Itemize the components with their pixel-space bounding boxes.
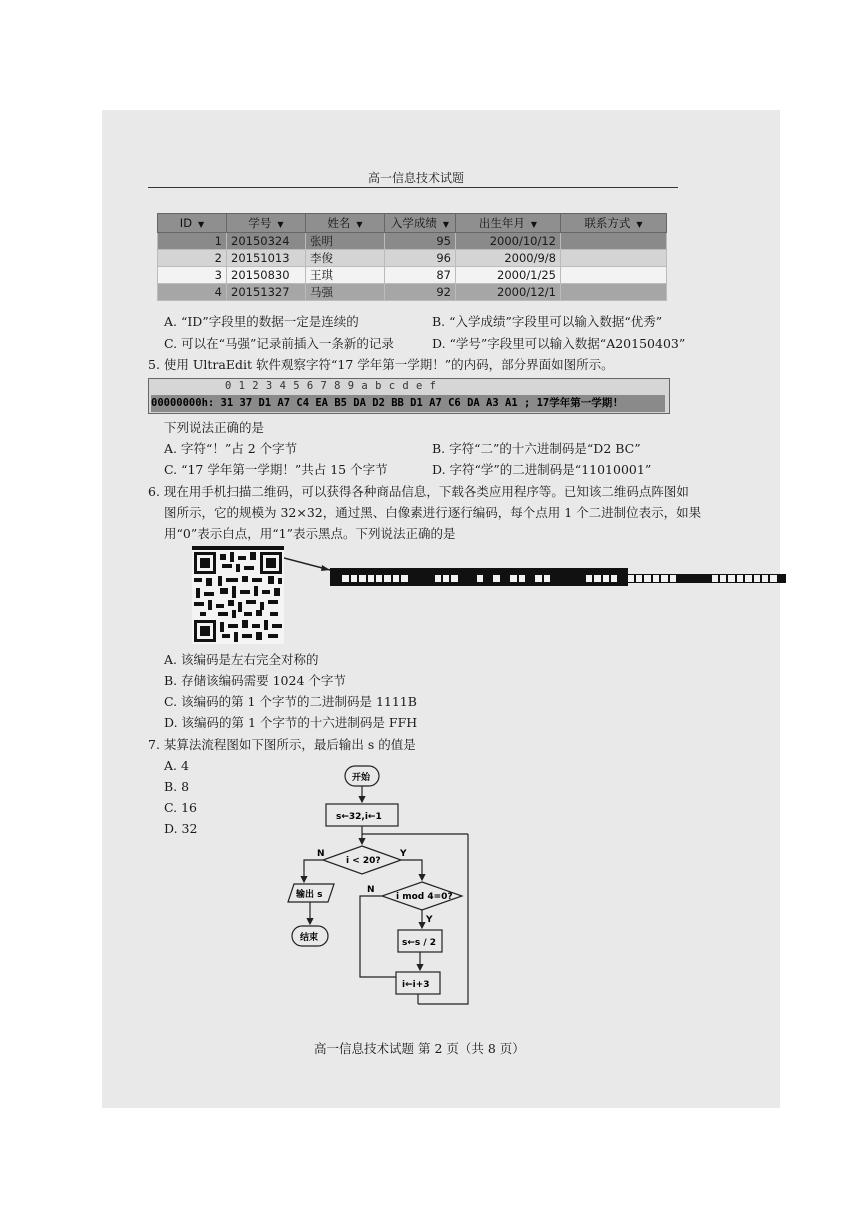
bit-cell bbox=[350, 574, 358, 583]
bit-cell bbox=[459, 574, 467, 583]
q6-stem-line1: 6. 现在用手机扫描二维码，可以获得各种商品信息，下载各类应用程序等。已知该二维码点阵图如 bbox=[148, 484, 689, 499]
bit-cell bbox=[610, 574, 618, 583]
bit-cell bbox=[585, 574, 593, 583]
bit-cell bbox=[602, 574, 610, 583]
cell-birth: 2000/10/12 bbox=[456, 233, 561, 250]
ultraedit-hex-view bbox=[148, 378, 670, 414]
table-row[interactable] bbox=[158, 267, 667, 284]
q5-option-d: D. 字符“学”的二进制码是“11010001” bbox=[432, 462, 652, 477]
col-header-contact[interactable]: 联系方式 ▼ bbox=[561, 214, 667, 233]
bit-cell bbox=[442, 574, 450, 583]
bit-cells bbox=[333, 574, 786, 583]
bit-cell bbox=[635, 574, 643, 583]
cell-score: 95 bbox=[385, 233, 456, 250]
bit-cell bbox=[434, 574, 442, 583]
cell-score: 87 bbox=[385, 267, 456, 284]
col-header-name[interactable]: 姓名 ▼ bbox=[306, 214, 385, 233]
bit-cell bbox=[358, 574, 366, 583]
bit-cell bbox=[501, 574, 509, 583]
flow-start-label: 开始 bbox=[352, 773, 371, 783]
arrow-icon bbox=[284, 556, 332, 576]
bit-cell bbox=[753, 574, 761, 583]
q6-option-b: B. 存储该编码需要 1024 个字节 bbox=[164, 673, 346, 688]
cell-contact bbox=[561, 267, 667, 284]
bit-cell bbox=[560, 574, 568, 583]
bit-cell bbox=[534, 574, 542, 583]
flow-assign-i-label: i←i+3 bbox=[402, 980, 430, 990]
q7-option-b: B. 8 bbox=[164, 779, 190, 794]
q4-option-d: D. “学号”字段里可以输入数据“A20150403” bbox=[432, 336, 686, 351]
q6-option-c: C. 该编码的第 1 个字节的二进制码是 1111B bbox=[164, 694, 417, 709]
q4-option-a: A. “ID”字段里的数据一定是连续的 bbox=[164, 314, 359, 329]
cell-id: 4 bbox=[158, 284, 227, 301]
cell-name: 张明 bbox=[306, 233, 385, 250]
col-header-birth[interactable]: 出生年月 ▼ bbox=[456, 214, 561, 233]
col-header-score[interactable]: 入学成绩 ▼ bbox=[385, 214, 456, 233]
cell-student-no: 20151013 bbox=[227, 250, 306, 267]
bit-cell bbox=[778, 574, 786, 583]
cell-contact bbox=[561, 284, 667, 301]
q6-stem-line2: 图所示，它的规模为 32×32，通过黑、白像素进行逐行编码，每个点用 1 个二进制位表示，如果 bbox=[164, 505, 702, 520]
q6-option-d: D. 该编码的第 1 个字节的十六进制码是 FFH bbox=[164, 715, 418, 730]
bit-cell bbox=[518, 574, 526, 583]
header-rule bbox=[148, 187, 678, 188]
bit-cell bbox=[694, 574, 702, 583]
bit-cell bbox=[761, 574, 769, 583]
bit-cell bbox=[669, 574, 677, 583]
bit-cell bbox=[685, 574, 693, 583]
cell-id: 1 bbox=[158, 233, 227, 250]
student-table bbox=[157, 213, 667, 301]
col-header-id[interactable]: ID ▼ bbox=[158, 214, 227, 233]
bit-cell bbox=[375, 574, 383, 583]
bit-cell bbox=[702, 574, 710, 583]
cell-score: 96 bbox=[385, 250, 456, 267]
bit-cell bbox=[383, 574, 391, 583]
bit-cell bbox=[341, 574, 349, 583]
bit-cell bbox=[476, 574, 484, 583]
bit-cell bbox=[593, 574, 601, 583]
cell-name: 王琪 bbox=[306, 267, 385, 284]
table-row[interactable] bbox=[158, 284, 667, 301]
hex-data-row[interactable]: 00000000h: 31 37 D1 A7 C4 EA B5 DA D2 BB D1 A7 C6 DA A3 A1 ; 17学年第一学期! bbox=[151, 395, 665, 412]
q4-option-b: B. “入学成绩”字段里可以输入数据“优秀” bbox=[432, 314, 663, 329]
flow-cond1-label: i < 20? bbox=[346, 856, 381, 866]
bit-cell bbox=[719, 574, 727, 583]
cell-birth: 2000/1/25 bbox=[456, 267, 561, 284]
flowchart bbox=[270, 762, 485, 1020]
bit-cell bbox=[711, 574, 719, 583]
cell-name: 李俊 bbox=[306, 250, 385, 267]
flow-cond2-label: i mod 4=0? bbox=[396, 892, 453, 902]
page-header: 高一信息技术试题 bbox=[368, 171, 465, 185]
bit-cell bbox=[484, 574, 492, 583]
q7-option-c: C. 16 bbox=[164, 800, 197, 815]
bit-cell bbox=[409, 574, 417, 583]
bit-cell bbox=[425, 574, 433, 583]
qr-code-image bbox=[192, 546, 284, 644]
cell-contact bbox=[561, 250, 667, 267]
bit-cell bbox=[543, 574, 551, 583]
bit-cell bbox=[727, 574, 735, 583]
hex-ruler: 0 1 2 3 4 5 6 7 8 9 a b c d e f bbox=[225, 380, 437, 392]
q6-stem-line3: 用“0”表示白点，用“1”表示黑点。下列说法正确的是 bbox=[164, 526, 456, 541]
bit-cell bbox=[417, 574, 425, 583]
flow-yes-label-2: Y bbox=[426, 915, 433, 925]
cell-id: 2 bbox=[158, 250, 227, 267]
q5-option-b: B. 字符“二”的十六进制码是“D2 BC” bbox=[432, 441, 641, 456]
bit-cell bbox=[643, 574, 651, 583]
bit-cell bbox=[576, 574, 584, 583]
flow-init-label: s←32,i←1 bbox=[336, 812, 382, 822]
bit-cell bbox=[618, 574, 626, 583]
bit-cell bbox=[660, 574, 668, 583]
q7-stem: 7. 某算法流程图如下图所示，最后输出 s 的值是 bbox=[148, 737, 416, 752]
bit-cell bbox=[551, 574, 559, 583]
bit-cell bbox=[744, 574, 752, 583]
flow-yes-label-1: Y bbox=[400, 849, 407, 859]
bit-cell bbox=[400, 574, 408, 583]
bit-cell bbox=[526, 574, 534, 583]
bit-cell bbox=[367, 574, 375, 583]
bit-cell bbox=[677, 574, 685, 583]
bit-cell bbox=[450, 574, 458, 583]
bit-cell bbox=[333, 574, 341, 583]
bit-cell bbox=[568, 574, 576, 583]
table-header-row bbox=[158, 214, 667, 233]
bit-cell bbox=[492, 574, 500, 583]
col-header-student-no[interactable]: 学号 ▼ bbox=[227, 214, 306, 233]
cell-birth: 2000/12/1 bbox=[456, 284, 561, 301]
q5-option-a: A. 字符“！”占 2 个字节 bbox=[164, 441, 298, 456]
page-footer: 高一信息技术试题 第 2 页（共 8 页） bbox=[314, 1041, 525, 1056]
cell-student-no: 20151327 bbox=[227, 284, 306, 301]
flow-output-label: 输出 s bbox=[296, 890, 323, 900]
bit-cell bbox=[467, 574, 475, 583]
q7-option-a: A. 4 bbox=[164, 758, 189, 773]
bit-cell bbox=[509, 574, 517, 583]
cell-student-no: 20150324 bbox=[227, 233, 306, 250]
bit-cell bbox=[652, 574, 660, 583]
cell-id: 3 bbox=[158, 267, 227, 284]
bit-cell bbox=[392, 574, 400, 583]
q5-stem: 5. 使用 UltraEdit 软件观察字符“17 学年第一学期！”的内码，部分界面如图所示。 bbox=[148, 357, 614, 372]
q4-option-c: C. 可以在“马强”记录前插入一条新的记录 bbox=[164, 336, 394, 351]
q5-option-c: C. “17 学年第一学期！”共占 15 个字节 bbox=[164, 462, 388, 477]
first-row-bit-strip bbox=[330, 568, 628, 586]
cell-student-no: 20150830 bbox=[227, 267, 306, 284]
flow-no-label-1: N bbox=[317, 849, 325, 859]
q5-prompt: 下列说法正确的是 bbox=[164, 420, 265, 435]
cell-contact bbox=[561, 233, 667, 250]
cell-score: 92 bbox=[385, 284, 456, 301]
q7-option-d: D. 32 bbox=[164, 821, 198, 836]
bit-cell bbox=[769, 574, 777, 583]
flow-assign-s-label: s←s / 2 bbox=[402, 938, 437, 948]
flow-end-label: 结束 bbox=[300, 933, 319, 943]
cell-birth: 2000/9/8 bbox=[456, 250, 561, 267]
cell-name: 马强 bbox=[306, 284, 385, 301]
bit-cell bbox=[736, 574, 744, 583]
bit-cell bbox=[627, 574, 635, 583]
table-row[interactable] bbox=[158, 233, 667, 250]
q6-option-a: A. 该编码是左右完全对称的 bbox=[164, 652, 319, 667]
flow-no-label-2: N bbox=[367, 885, 375, 895]
table-row[interactable] bbox=[158, 250, 667, 267]
